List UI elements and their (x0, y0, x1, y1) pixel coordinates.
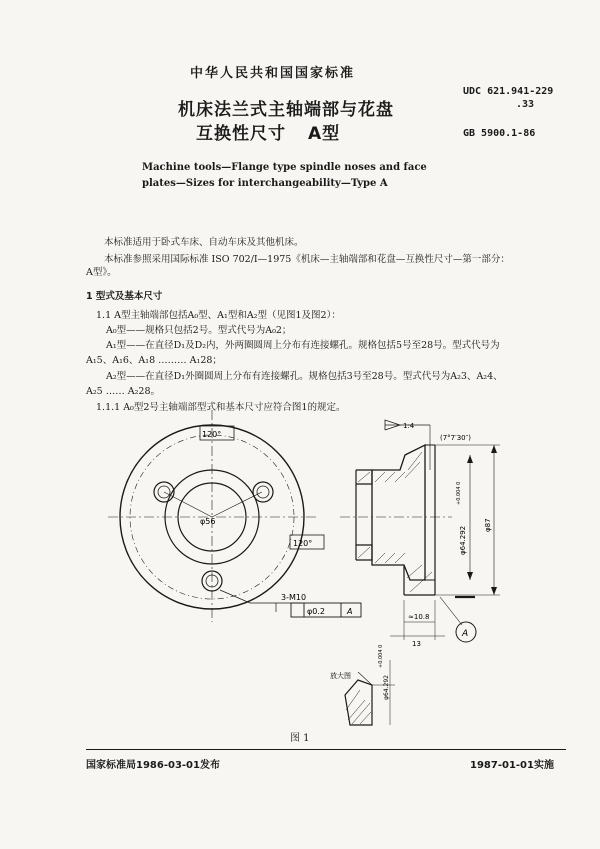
taper-angle-label: (7°7′30″) (440, 434, 471, 442)
issuer-heading: 中华人民共和国国家标准 (190, 66, 356, 81)
udc-code: UDC 621.941-229 (463, 86, 554, 97)
clause-1-1: 1.1 A型主轴端部包括A₀型、A₁型和A₂型（见图1及图2）： (96, 310, 341, 321)
section-1-heading: 1 型式及基本尺寸 (86, 291, 163, 302)
dia-tol-label: +0.004 0 (456, 481, 462, 505)
footer-rule (86, 749, 566, 750)
clause-a2-line-1: A₂型——在直径D₁外圈圆周上分布有连接螺孔。规格包括3号至28号。型式代号为A₂3、A₂4、 (106, 371, 503, 382)
datum-a-label: A (462, 629, 469, 639)
title-type: A型 (308, 124, 341, 144)
taper-label: 1:4 (403, 422, 415, 430)
angle-label-2: 120° (293, 539, 313, 548)
dim-10-8-label: ≈10.8 (408, 613, 430, 621)
tol-datum: A (347, 607, 353, 616)
effective-date: 1987-01-01实施 (470, 760, 554, 771)
bore-dia-label: φ56 (200, 517, 216, 526)
english-title-line-1: Machine tools—Flange type spindle noses and face (142, 162, 427, 173)
clause-a2-line-2: A₂5 …… A₂28。 (86, 386, 161, 397)
angle-label-1: 120° (202, 430, 222, 439)
title-line-1: 机床法兰式主轴端部与花盘 (178, 100, 394, 120)
dim-13-label: 13 (412, 640, 421, 648)
clause-a1-line-2: A₁5、A₁6、A₁8 ……… A₁28； (86, 355, 222, 366)
english-title-line-2: plates—Sizes for interchangeability—Type A (142, 178, 388, 189)
detail-dia-label: φ64.292 (383, 675, 390, 700)
title-line-2-text: 互换性尺寸 (196, 124, 286, 144)
dia-outer-label: φ87 (484, 518, 492, 532)
bolt-hole-right (253, 482, 273, 502)
figure-caption: 图 1 (290, 733, 310, 744)
clause-a1-line-1: A₁型——在直径D₁及D₂内，外两圈圆周上分布有连接螺孔。规格包括5号至28号。型式代号为 (106, 340, 500, 351)
clause-a0: A₀型——规格只包括2号。型式代号为A₀2； (106, 325, 292, 336)
gb-number: GB 5900.1-86 (463, 128, 536, 139)
intro-paragraph-1: 本标准适用于卧式车床、自动车床及其他机床。 (104, 237, 304, 248)
tol-value: φ0.2 (307, 607, 325, 616)
intro-paragraph-2a: 本标准参照采用国际标准 ISO 702/Ⅰ—1975《机床—主轴端部和花盘—互换性尺寸—第一部分： (104, 254, 510, 265)
detail-view-label: 放大图 (330, 672, 351, 680)
intro-paragraph-2b: A型》。 (86, 267, 117, 278)
udc-code-cont: .33 (516, 99, 535, 110)
thread-label: 3-M10 (281, 593, 307, 602)
detail-tol-label: +0.004 0 (378, 644, 384, 668)
issue-date: 国家标准局1986-03-01发布 (86, 760, 220, 771)
clause-1-1-1: 1.1.1 A₀型2号主轴端部型式和基本尺寸应符合图1的规定。 (96, 402, 346, 413)
dia-large-label: φ64.292 (459, 525, 467, 555)
